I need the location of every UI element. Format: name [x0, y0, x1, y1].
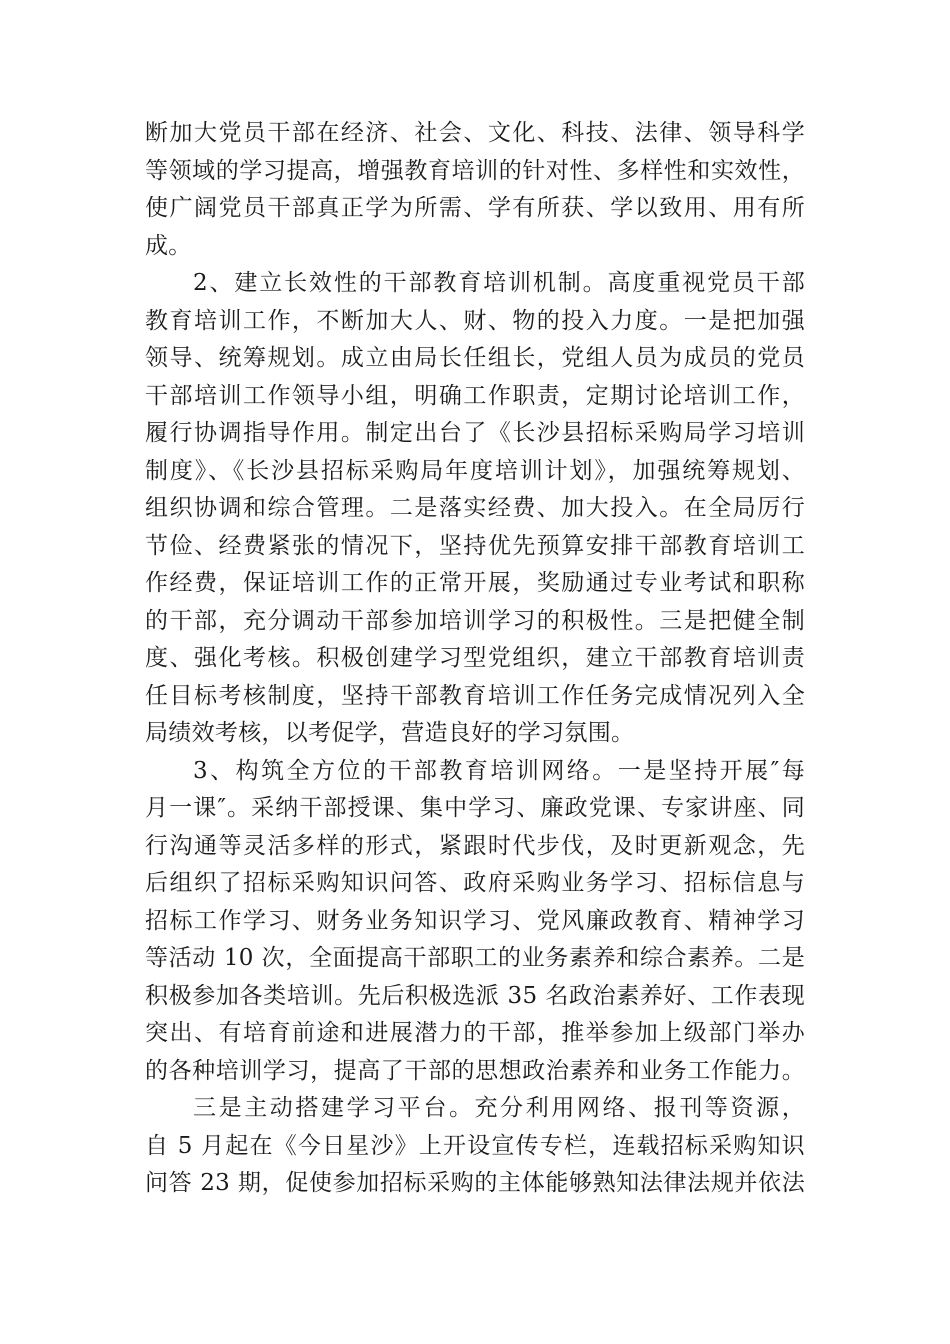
- text-line: 成。: [145, 232, 192, 259]
- text-line: 等活动 10 次，全面提高干部职工的业务素养和综合素养。二是: [145, 945, 805, 971]
- text-line: 的各种培训学习，提高了干部的思想政治素养和业务工作能力。: [145, 1057, 805, 1084]
- text-line: 三是主动搭建学习平台。充分利用网络、报刊等资源，: [193, 1095, 805, 1121]
- text-line: 积极参加各类培训。先后积极选派 35 名政治素养好、工作表现: [145, 982, 805, 1009]
- text-line: 2、建立长效性的干部教育培训机制。高度重视党员干部: [193, 270, 805, 296]
- text-line: 局绩效考核，以考促学，营造良好的学习氛围。: [145, 720, 635, 746]
- text-line: 组织协调和综合管理。二是落实经费、加大投入。在全局厉行: [145, 495, 805, 521]
- text-line: 突出、有培育前途和进展潜力的干部，推举参加上级部门举办: [145, 1020, 805, 1046]
- text-line: 教育培训工作，不断加大人、财、物的投入力度。一是把加强: [145, 307, 805, 334]
- paragraph-2: [145, 265, 805, 753]
- paragraph-3: [145, 753, 805, 1091]
- text-line: 度、强化考核。积极创建学习型党组织，建立干部教育培训责: [145, 645, 805, 671]
- text-line: 后组织了招标采购知识问答、政府采购业务学习、招标信息与: [145, 870, 805, 896]
- text-line: 3、构筑全方位的干部教育培训网络。一是坚持开展″每: [193, 757, 805, 784]
- paragraph-4: [145, 1090, 805, 1203]
- text-line: 作经费，保证培训工作的正常开展，奖励通过专业考试和职称: [145, 570, 805, 596]
- text-line: 制度》、《长沙县招标采购局年度培训计划》，加强统筹规划、: [145, 457, 805, 484]
- text-line: 自 5 月起在《今日星沙》上开设宣传专栏，连载招标采购知识: [145, 1132, 805, 1159]
- text-line: 等领域的学习提高，增强教育培训的针对性、多样性和实效性，: [145, 157, 805, 184]
- text-line: 问答 23 期，促使参加招标采购的主体能够熟知法律法规并依法: [145, 1170, 805, 1196]
- paragraph-1: [145, 115, 805, 265]
- text-line: 节俭、经费紧张的情况下，坚持优先预算安排干部教育培训工: [145, 532, 805, 559]
- text-line: 履行协调指导作用。制定出台了《长沙县招标采购局学习培训: [145, 420, 805, 446]
- text-line: 干部培训工作领导小组，明确工作职责，定期讨论培训工作，: [145, 382, 805, 409]
- text-line: 使广阔党员干部真正学为所需、学有所获、学以致用、用有所: [145, 195, 805, 221]
- text-line: 断加大党员干部在经济、社会、文化、科技、法律、领导科学: [145, 120, 805, 146]
- text-line: 行沟通等灵活多样的形式，紧跟时代步伐，及时更新观念，先: [145, 832, 805, 859]
- text-line: 招标工作学习、财务业务知识学习、党风廉政教育、精神学习: [145, 907, 805, 934]
- text-line: 领导、统筹规划。成立由局长任组长，党组人员为成员的党员: [145, 345, 805, 371]
- document-body: [145, 115, 805, 1203]
- text-line: 任目标考核制度，坚持干部教育培训工作任务完成情况列入全: [145, 682, 805, 709]
- text-line: 的干部，充分调动干部参加培训学习的积极性。三是把健全制: [145, 607, 805, 634]
- text-line: 月一课″。采纳干部授课、集中学习、廉政党课、专家讲座、同: [145, 795, 805, 821]
